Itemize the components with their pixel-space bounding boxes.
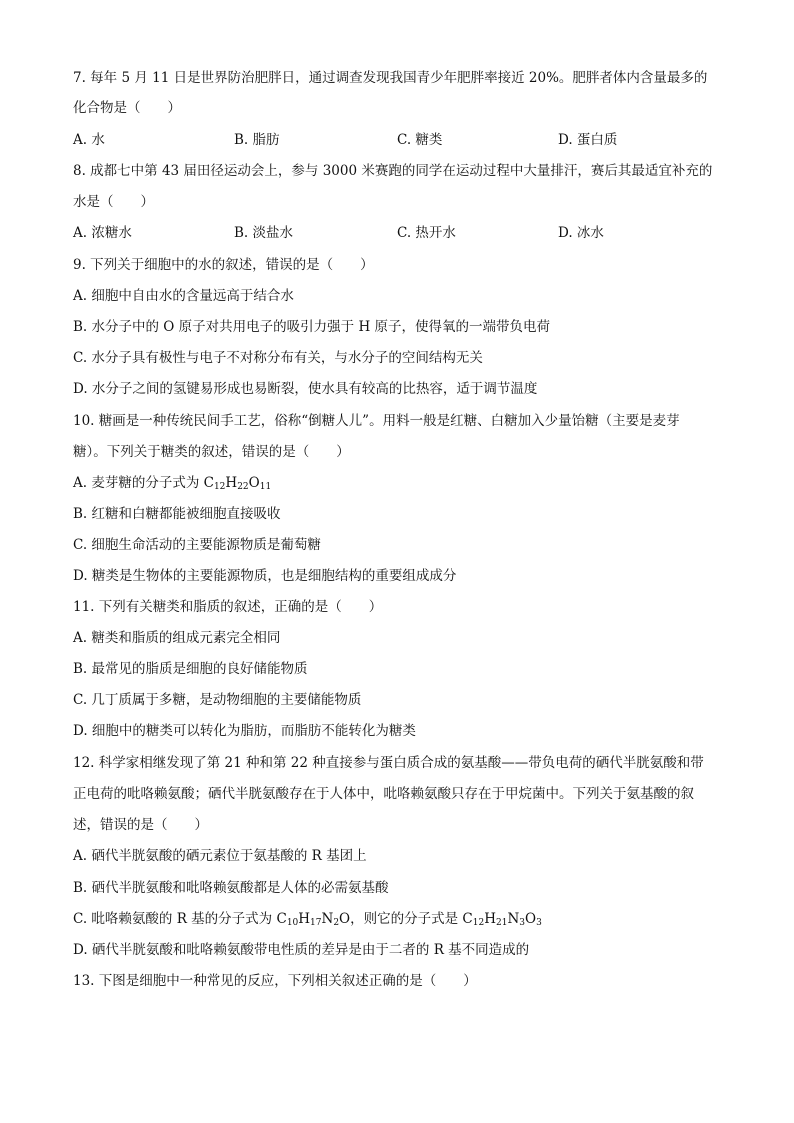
q8-stem-line2: 水是（ ） (73, 194, 154, 210)
q12-stem-line3: 述，错误的是（ ） (73, 817, 208, 833)
q12-option-a: A. 硒代半胱氨酸的硒元素位于氨基酸的 R 基团上 (73, 848, 367, 864)
q11-stem: 11. 下列有关糖类和脂质的叙述，正确的是（ ） (73, 599, 383, 615)
q10-option-c: C. 细胞生命活动的主要能源物质是葡萄糖 (73, 537, 321, 553)
q8-stem-line1: 8. 成都七中第 43 届田径运动会上，参与 3000 米赛跑的同学在运动过程中大量排汗，赛后其最适宜补充的 (73, 163, 713, 179)
q9-option-b: B. 水分子中的 O 原子对共用电子的吸引力强于 H 原子，使得氧的一端带负电荷 (73, 319, 551, 335)
q10-stem-line2: 糖）。下列关于糖类的叙述，错误的是（ ） (73, 444, 350, 460)
q10-option-d: D. 糖类是生物体的主要能源物质，也是细胞结构的重要组成成分 (73, 568, 457, 584)
q7-options (73, 131, 733, 149)
q12-option-c: C. 吡咯赖氨酸的 R 基的分子式为 $C_{10}H_{17}N_2O$，则它的分子式是 $C_{12}H_{21}N_3O_3$ (73, 911, 542, 928)
q11-option-b: B. 最常见的脂质是细胞的良好储能物质 (73, 661, 308, 677)
q12-stem-line2: 正电荷的吡咯赖氨酸；硒代半胱氨酸存在于人体中，吡咯赖氨酸只存在于甲烷菌中。下列关于氨基酸的叙 (73, 786, 694, 802)
q7-option-d: D. 蛋白质 (558, 132, 618, 148)
q7-option-b: B. 脂肪 (234, 132, 280, 148)
q13-stem: 13. 下图是细胞中一种常见的反应，下列相关叙述正确的是（ ） (73, 973, 477, 989)
q7-option-a: A. 水 (73, 132, 105, 148)
q11-option-c: C. 几丁质属于多糖，是动物细胞的主要储能物质 (73, 692, 362, 708)
q10-option-b: B. 红糖和白糖都能被细胞直接吸收 (73, 506, 281, 522)
q8-option-d: D. 冰水 (558, 225, 604, 241)
q8-option-c: C. 热开水 (397, 225, 456, 241)
q9-option-a: A. 细胞中自由水的含量远高于结合水 (73, 288, 294, 304)
q12-option-b: B. 硒代半胱氨酸和吡咯赖氨酸都是人体的必需氨基酸 (73, 880, 389, 896)
q7-option-c: C. 糖类 (397, 132, 443, 148)
q11-option-d: D. 细胞中的糖类可以转化为脂肪，而脂肪不能转化为糖类 (73, 723, 416, 739)
q11-option-a: A. 糖类和脂质的组成元素完全相同 (73, 630, 281, 646)
q8-option-b: B. 淡盐水 (234, 225, 294, 241)
q9-option-c: C. 水分子具有极性与电子不对称分布有关，与水分子的空间结构无关 (73, 350, 483, 366)
q7-stem-line1: 7. 每年 5 月 11 日是世界防治肥胖日，通过调查发现我国青少年肥胖率接近 20%。肥胖者体内含量最多的 (73, 70, 708, 86)
q9-option-d: D. 水分子之间的氢键易形成也易断裂，使水具有较高的比热容，适于调节温度 (73, 381, 538, 397)
q7-stem-line2: 化合物是（ ） (73, 100, 181, 116)
q10-option-a: A. 麦芽糖的分子式为 $C_{12}H_{22}O_{11}$ (73, 475, 272, 492)
q12-option-d: D. 硒代半胱氨酸和吡咯赖氨酸带电性质的差异是由于二者的 R 基不同造成的 (73, 942, 530, 958)
q8-option-a: A. 浓糖水 (73, 225, 132, 241)
q10-stem-line1: 10. 糖画是一种传统民间手工艺，俗称“倒糖人儿”。用料一般是红糖、白糖加入少量饴糖（主要是麦芽 (73, 413, 680, 429)
q12-stem-line1: 12. 科学家相继发现了第 21 种和第 22 种直接参与蛋白质合成的氨基酸——带负电荷的硒代半胱氨酸和带 (73, 755, 704, 771)
q9-stem: 9. 下列关于细胞中的水的叙述，错误的是（ ） (73, 257, 374, 273)
q8-options (73, 224, 733, 242)
